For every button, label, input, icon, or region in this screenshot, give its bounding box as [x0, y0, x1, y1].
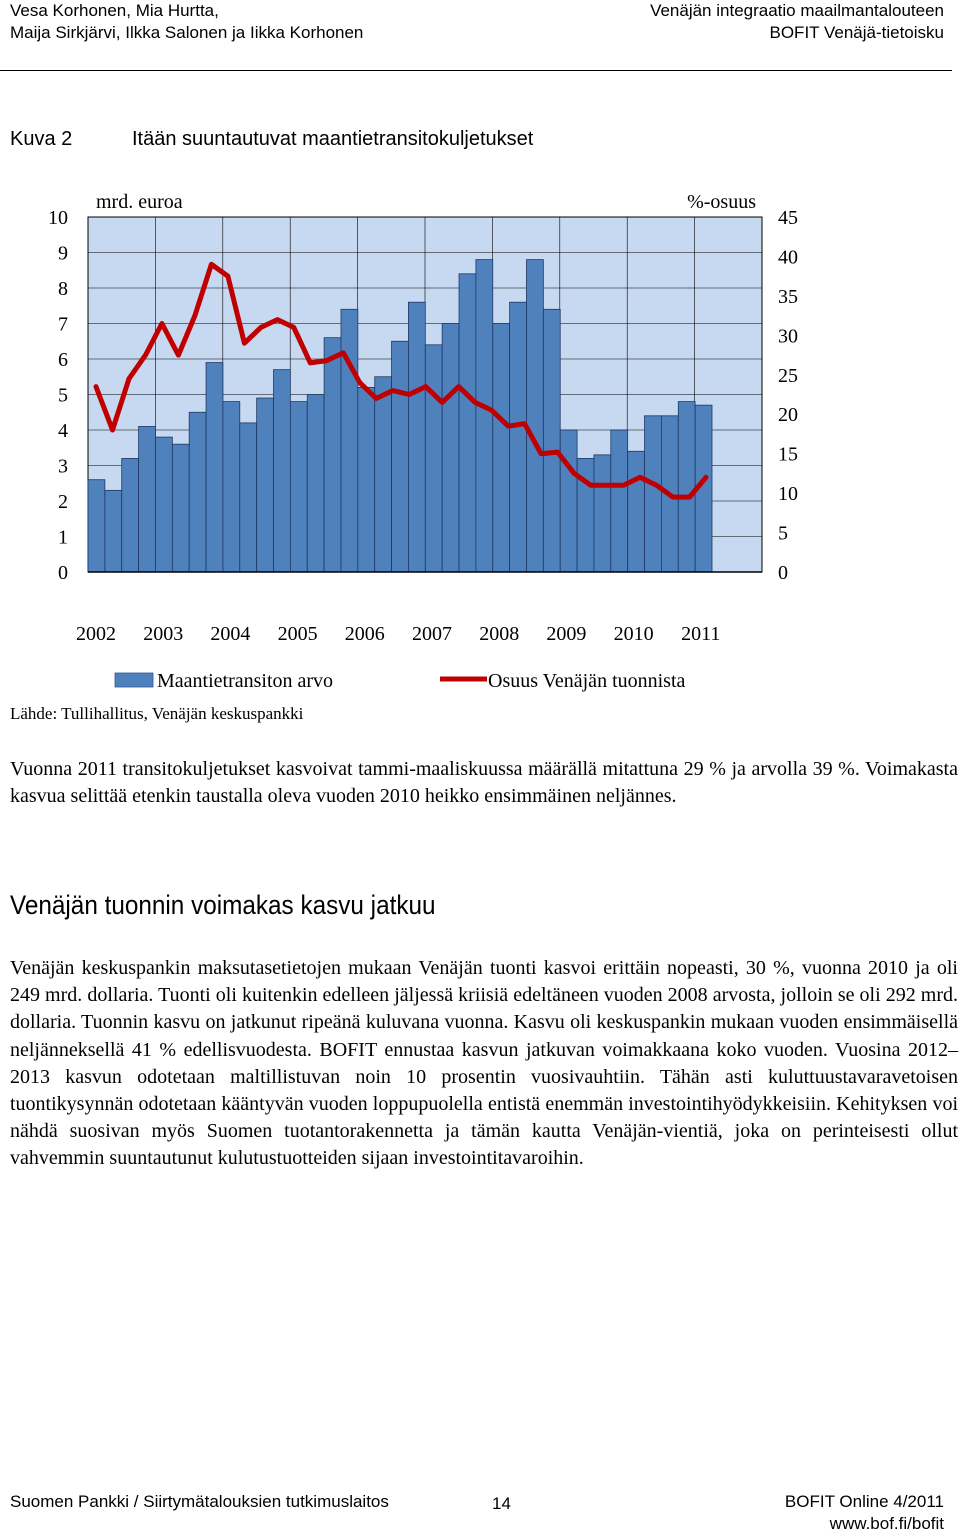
bar [189, 412, 206, 572]
left-tick-label: 5 [58, 384, 68, 407]
footer-publication: BOFIT Online 4/2011 [784, 1492, 944, 1511]
left-tick-label: 8 [58, 278, 68, 300]
figure-number: Kuva 2 [10, 128, 73, 150]
right-tick-label: 25 [778, 364, 798, 387]
right-tick-label: 15 [778, 443, 798, 466]
right-axis-label: %-osuus [687, 191, 756, 213]
bar [560, 430, 577, 572]
x-tick-label: 2003 [143, 623, 184, 645]
x-tick-label: 2009 [546, 623, 587, 645]
bar [358, 387, 375, 572]
bar [645, 416, 662, 572]
bar [122, 458, 139, 572]
right-tick-label: 35 [778, 285, 798, 308]
bar [155, 437, 172, 572]
right-axis-ticks [778, 207, 798, 584]
bar [408, 302, 425, 572]
right-tick-label: 10 [778, 483, 798, 506]
footer-institution: Suomen Pankki / Siirtymätalouksien tutkimuslaitos [10, 1492, 389, 1511]
header-authors-line1: Vesa Korhonen, Mia Hurtta, [10, 1, 219, 20]
x-tick-label: 2006 [344, 623, 385, 645]
bar [307, 395, 324, 573]
header-authors-line2: Maija Sirkjärvi, Ilkka Salonen ja Iikka Korhonen [10, 23, 364, 42]
bar [88, 480, 105, 572]
bar [375, 377, 392, 572]
bar [442, 324, 459, 573]
bar [105, 490, 122, 572]
paragraph-transit: Vuonna 2011 transitokuljetukset kasvoivat tammi-maaliskuussa määrällä mitattuna 29 % ja arvolla 39 %. Voimakasta kasvua selittää etenkin taustalla oleva vuoden 2010 heikko ensimmäinen neljännes. [10, 758, 958, 808]
bar [678, 402, 695, 572]
bar [206, 363, 223, 572]
bar [459, 274, 476, 572]
right-tick-label: 5 [778, 522, 788, 545]
x-tick-label: 2007 [412, 623, 452, 645]
footer-url: www.bof.fi/bofit [829, 1514, 944, 1533]
left-tick-label: 4 [58, 420, 68, 442]
bar [526, 260, 543, 572]
header-rule [0, 70, 952, 71]
left-tick-label: 6 [58, 349, 68, 371]
figure-title: Itään suuntautuvat maantietransitokuljetukset [132, 128, 534, 150]
bar [324, 338, 341, 572]
bar [493, 324, 510, 573]
x-tick-label: 2010 [613, 623, 654, 645]
x-tick-label: 2008 [479, 623, 520, 645]
right-tick-label: 0 [778, 562, 788, 584]
x-tick-label: 2005 [277, 623, 318, 645]
left-tick-label: 1 [58, 526, 68, 549]
legend-label-line: Osuus Venäjän tuonnista [488, 670, 686, 692]
bar [543, 309, 560, 572]
bar [392, 341, 409, 572]
bar [628, 451, 645, 572]
left-tick-label: 10 [48, 207, 68, 229]
left-axis-ticks [48, 207, 68, 584]
bar [290, 402, 307, 572]
bar [476, 260, 493, 572]
bar [510, 302, 527, 572]
x-tick-label: 2011 [681, 623, 721, 645]
right-tick-label: 40 [778, 246, 798, 269]
left-axis-label: mrd. euroa [96, 191, 183, 213]
left-tick-label: 2 [58, 491, 68, 513]
left-tick-label: 7 [58, 313, 68, 336]
right-tick-label: 20 [778, 404, 798, 427]
paragraph-imports: Venäjän keskuspankin maksutasetietojen mukaan Venäjän tuonti kasvoi erittäin nopeasti, 30 %, vuonna 2010 ja oli 249 mrd. dollaria. Tuonti oli kuitenkin edelleen jäljessä kriisiä edeltäneen vuoden 2008 arvosta, jolloin se oli 292 mrd. dollaria. Tuonnin kasvu on jatkunut ripeänä kuluvana vuonna. Kasvu oli keskuspankin mukaan vuoden ensimmäisellä neljänneksellä 41 % edellisvuodesta. BOFIT ennustaa kasvun jatkuvan voimakkaana koko vuoden. Vuosina 2012–2013 kasvun odotetaan maltillistuvan noin 10 prosentin vuosivauhtiin. Tähän asti kuluttuustavaravetoisen tuontikysynnän odotetaan kääntyvän vuoden loppupuolella entistä enemmän investointihyödykkeisiin. Kehityksen voi nähdä suosivan myös Suomen tuotantorakennetta ja tämän kautta Venäjän-vientiä, joka on perinteisesti ollut vahvemmin suuntautunut kulutustuotteiden sijaan investointitavaroihin. [10, 957, 958, 1170]
left-tick-label: 9 [58, 242, 68, 265]
right-tick-label: 45 [778, 207, 798, 229]
bar [139, 426, 156, 572]
header-series: BOFIT Venäjä-tietoisku [769, 23, 944, 42]
section-heading: Venäjän tuonnin voimakas kasvu jatkuu [10, 890, 436, 920]
left-tick-label: 0 [58, 562, 68, 584]
bar [257, 398, 274, 572]
bar [240, 423, 257, 572]
x-tick-label: 2002 [76, 623, 116, 645]
bar [172, 444, 189, 572]
legend-swatch-bars [115, 673, 153, 687]
bar [611, 430, 628, 572]
footer-page-number: 14 [492, 1494, 511, 1513]
right-tick-label: 30 [778, 325, 798, 348]
x-tick-label: 2004 [210, 623, 251, 645]
figure-source: Lähde: Tullihallitus, Venäjän keskuspankki [10, 704, 304, 723]
bar [425, 345, 442, 572]
x-axis-ticks [76, 623, 720, 645]
bar [594, 455, 611, 572]
left-tick-label: 3 [58, 455, 68, 478]
bar [274, 370, 291, 572]
legend-label-bars: Maantietransiton arvo [157, 670, 334, 692]
transit-chart [0, 185, 960, 730]
header-title: Venäjän integraatio maailmantalouteen [650, 1, 944, 20]
bar [341, 309, 358, 572]
bar [223, 402, 240, 572]
